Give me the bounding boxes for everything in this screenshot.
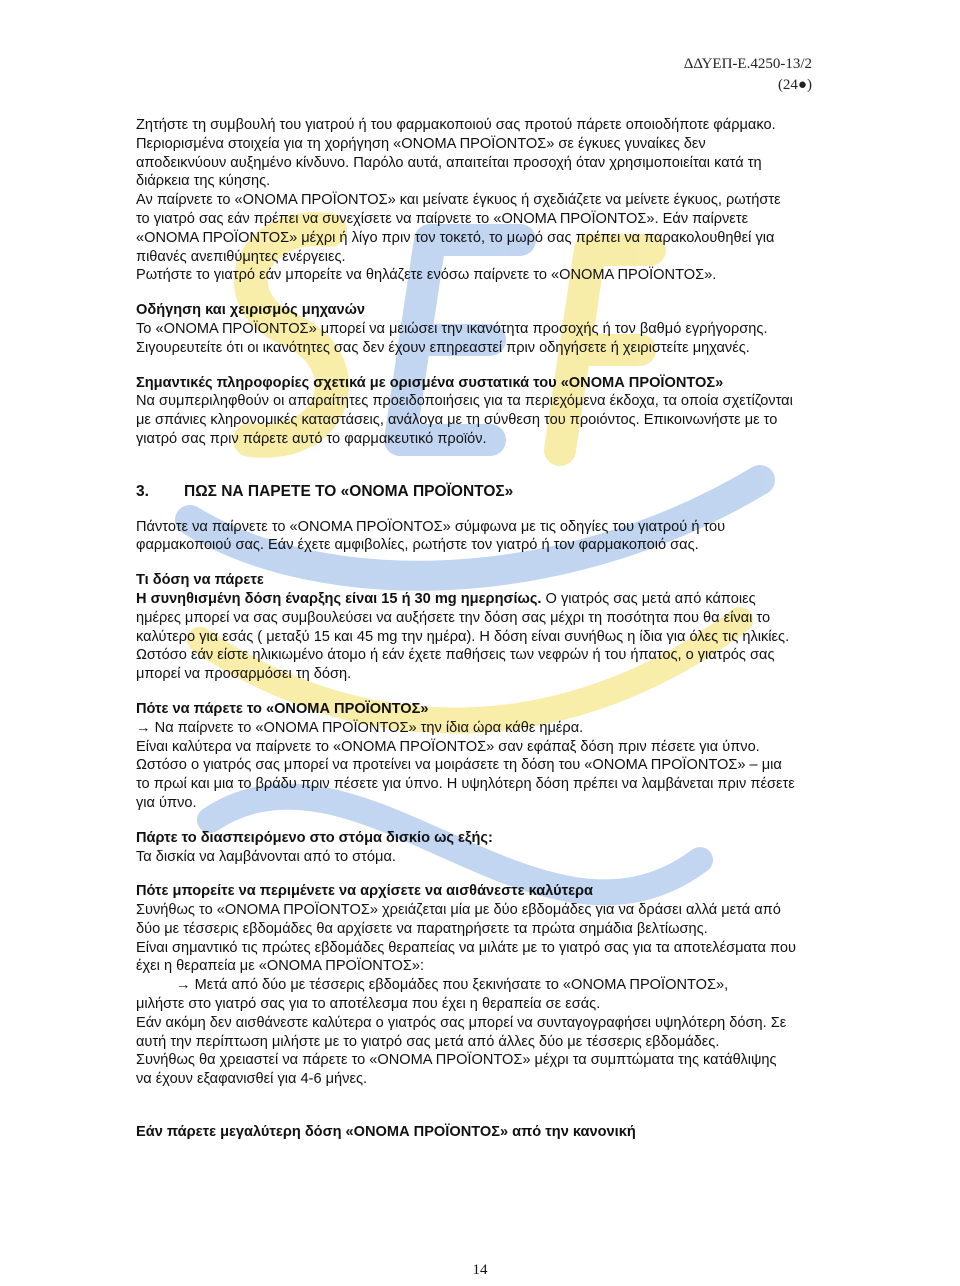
leaflet-body [136,116,796,1142]
section-3-intro: Πάντοτε να παίρνετε το «ΟΝΟΜΑ ΠΡΟΪΟΝΤΟΣ» σύμφωνα με τις οδηγίες του γιατρού ή του φαρμακοποιού σας. Εάν έχετε αμφιβολίες, ρωτήστε τον γιατρό ή τον φαρμακοποιό σας. [136,518,726,554]
expect-paragraph-3: μιλήστε στο γιατρό σας για το αποτέλεσμα που έχει η θεραπεία σε εσάς. [136,996,601,1013]
expect-heading: Πότε μπορείτε να περιμένετε να αρχίσετε να αισθάνεστε καλύτερα [136,883,594,900]
dose-body: Ο γιατρός σας μετά από κάποιες ημέρες μπορεί να σας συμβουλεύσει να αυξήσετε την δόση σας μέχρι τη ποσότητα που θα είναι το καλύτερο για εσάς ( μεταξύ 15 και 45 mg την ημέρα). Η δόση είναι συνήθως η ίδια για όλες τις ηλικίες. Ωστόσο εάν είστε ηλικιωμένο άτομο ή εάν έχετε παθήσεις των νεφρών ή του ήπατος, ο γιατρός σας μπορεί να προσαρμόσει τη δόση. [136,590,790,683]
dose-heading: Τι δόση να πάρετε [136,572,264,589]
reference-version: (24●) [777,77,812,93]
when-heading: Πότε να πάρετε το «ΟΝΟΜΑ ΠΡΟΪΟΝΤΟΣ» [136,700,429,717]
driving-heading: Οδήγηση και χειρισμός μηχανών [136,302,366,319]
dose-paragraph [136,590,796,684]
expect-arrow-line: → Μετά από δύο με τέσσερις εβδομάδες που ξεκινήσατε το «ΟΝΟΜΑ ΠΡΟΪΟΝΤΟΣ», [176,977,729,994]
pregnancy-paragraph-1: Ζητήστε τη συμβουλή του γιατρού ή του φαρμακοποιού σας προτού πάρετε οποιοδήποτε φάρμακο. [136,117,776,133]
section-3-title [136,483,796,502]
pregnancy-paragraph-2: Περιορισμένα στοιχεία για τη χορήγηση «ΟΝΟΜΑ ΠΡΟΪΟΝΤΟΣ» σε έγκυες γυναίκες δεν αποδεικνύουν αυξημένο κίνδυνο. Παρόλο αυτά, απαιτείται προσοχή όταν χρησιμοποιείται κατά τη διάρκεια της κύησης. [136,135,762,190]
page-number: 14 [472,1262,488,1278]
driving-paragraph: Το «ΟΝΟΜΑ ΠΡΟΪΟΝΤΟΣ» μπορεί να μειώσει την ικανότητα προσοχής ή τον βαθμό εγρήγορσης. Σιγουρευτείτε ότι οι ικανότητες σας δεν έχουν επηρεαστεί πριν οδηγήσετε ή χειριστείτε μηχανές. [136,320,768,356]
breastfeeding-paragraph: Ρωτήστε το γιατρό εάν μπορείτε να θηλάζετε ενόσω παίρνετε το «ΟΝΟΜΑ ΠΡΟΪΟΝΤΟΣ». [136,267,717,284]
orodispersible-heading: Πάρτε το διασπειρόμενο στο στόμα δισκίο ως εξής: [136,829,493,846]
orodispersible-paragraph: Τα δισκία να λαμβάνονται από το στόμα. [136,848,396,865]
section-title-text: ΠΩΣ ΝΑ ΠΑΡΕΤΕ ΤΟ «ΟΝΟΜΑ ΠΡΟΪΟΝΤΟΣ» [184,482,514,500]
document-reference [684,54,812,96]
expect-paragraph-1: Συνήθως το «ΟΝΟΜΑ ΠΡΟΪΟΝΤΟΣ» χρειάζεται μία με δύο εβδομάδες για να δράσει αλλά μετά από δύο με τέσσερις εβδομάδες θα αρχίσετε να παρατηρήσετε τα πρώτα σημάδια βελτίωσης. [136,902,781,937]
section-number: 3. [136,482,149,500]
pregnancy-paragraph-3: Αν παίρνετε το «ΟΝΟΜΑ ΠΡΟΪΟΝΤΟΣ» και μείνατε έγκυος ή σχεδιάζετε να μείνετε έγκυος, ρωτήστε το γιατρό σας εάν πρέπει να συνεχίσετε να παίρνετε το «ΟΝΟΜΑ ΠΡΟΪΟΝΤΟΣ». Εάν παίρνετε «ΟΝΟΜΑ ΠΡΟΪΟΝΤΟΣ» μέχρι ή λίγο πριν τον τοκετό, το μωρό σας πρέπει να παρακολουθηθεί για πιθανές ανεπιθύμητες ενέργειες. [136,192,781,265]
expect-paragraph-4: Εάν ακόμη δεν αισθάνεστε καλύτερα ο γιατρός σας μπορεί να συνταγογραφήσει υψηλότερη δόση. Σε αυτή την περίπτωση μιλήστε με το γιατρό σας μετά από άλλες δύο με τέσσερις εβδομάδες. [136,1014,787,1050]
ingredients-paragraph: Να συμπεριληφθούν οι απαραίτητες προειδοποιήσεις για τα περιεχόμενα έκδοχα, τα οποία σχετίζονται με σπάνιες κληρονομικές καταστάσεις, ανάλογα με τη σύνθεση του προιόντος. Επικοινωνήστε με το γιατρό σας πριν πάρετε αυτό το φαρμακευτικό προϊόν. [136,393,793,447]
expect-paragraph-5: Συνήθως θα χρειαστεί να πάρετε το «ΟΝΟΜΑ ΠΡΟΪΟΝΤΟΣ» μέχρι τα συμπτώματα της κατάθλιψης να έχουν εξαφανισθεί για 4-6 μήνες. [136,1052,777,1088]
expect-paragraph-2: Είναι σημαντικό τις πρώτες εβδομάδες θεραπείας να μιλάτε με το γιατρό σας για τα αποτελέσματα που έχει η θεραπεία με «ΟΝΟΜΑ ΠΡΟΪΟΝΤΟΣ»: [136,939,796,975]
ingredients-heading: Σημαντικές πληροφορίες σχετικά με ορισμένα συστατικά του «ΟΝΟΜΑ ΠΡΟΪΟΝΤΟΣ» [136,374,724,391]
reference-code: ΔΔΥΕΠ-Ε.4250-13/2 [683,56,812,72]
dose-bold-lead: Η συνηθισμένη δόση έναρξης είναι 15 ή 30 mg ημερησίως. [136,590,542,607]
when-line-1: → Να παίρνετε το «ΟΝΟΜΑ ΠΡΟΪΟΝΤΟΣ» την ίδια ώρα κάθε ημέρα. [136,719,584,736]
overdose-heading: Εάν πάρετε μεγαλύτερη δόση «ΟΝΟΜΑ ΠΡΟΪΟΝΤΟΣ» από την κανονική [136,1124,636,1141]
when-paragraph-2: Είναι καλύτερα να παίρνετε το «ΟΝΟΜΑ ΠΡΟΪΟΝΤΟΣ» σαν εφάπαξ δόση πριν πέσετε για ύπνο. Ωστόσο ο γιατρός σας μπορεί να προτείνει να μοιράσετε τη δόση του «ΟΝΟΜΑ ΠΡΟΪΟΝΤΟΣ» – μια το πρωί και μια το βράδυ πριν πέσετε για ύπνο. Η υψηλότερη δόση πρέπει να λαμβάνεται πριν πέσετε για ύπνο. [136,738,795,811]
